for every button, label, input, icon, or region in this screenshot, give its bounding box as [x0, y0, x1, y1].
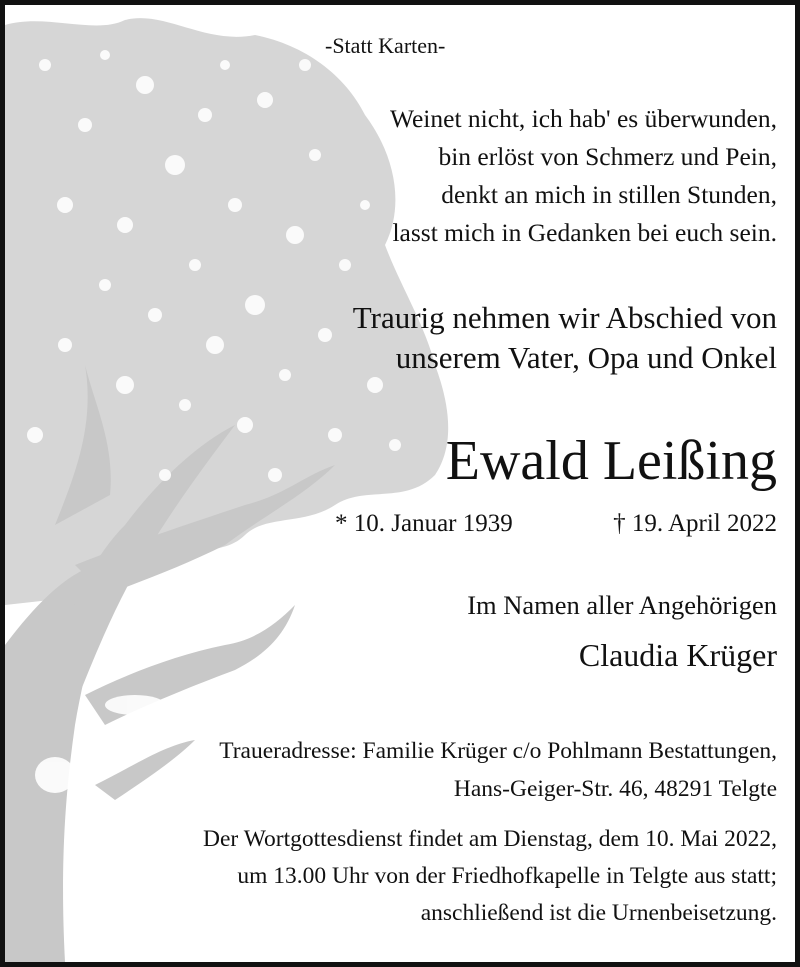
- address-line: Traueradresse: Familie Krüger c/o Pohlmann Bestattungen,: [219, 738, 777, 764]
- poem: [390, 100, 777, 252]
- death-date: † 19. April 2022: [613, 510, 777, 537]
- poem-line: Weinet nicht, ich hab' es überwunden,: [389, 104, 777, 133]
- on-behalf-text: Im Namen aller Angehörigen: [467, 590, 777, 620]
- poem-line: denkt an mich in stillen Stunden,: [441, 180, 777, 209]
- header-statt-karten: -Statt Karten-: [325, 33, 446, 58]
- poem-line: lasst mich in Gedanken bei euch sein.: [392, 218, 777, 247]
- mourning-address: [219, 732, 777, 808]
- signer-name: Claudia Krüger: [578, 637, 777, 673]
- service-line: Der Wortgottesdienst findet am Dienstag, dem 10. Mai 2022,: [203, 826, 777, 852]
- intro-line: Traurig nehmen wir Abschied von: [352, 300, 777, 335]
- service-line: anschließend ist die Urnenbeisetzung.: [420, 900, 777, 926]
- address-line: Hans-Geiger-Str. 46, 48291 Telgte: [453, 776, 777, 802]
- service-info: [203, 821, 777, 932]
- deceased-name: Ewald Leißing: [445, 430, 777, 492]
- service-line: um 13.00 Uhr von der Friedhofkapelle in Telgte aus statt;: [237, 863, 777, 889]
- poem-line: bin erlöst von Schmerz und Pein,: [438, 142, 777, 171]
- farewell-intro: [353, 298, 777, 378]
- intro-line: unserem Vater, Opa und Onkel: [395, 340, 777, 375]
- birth-date: * 10. Januar 1939: [335, 510, 513, 537]
